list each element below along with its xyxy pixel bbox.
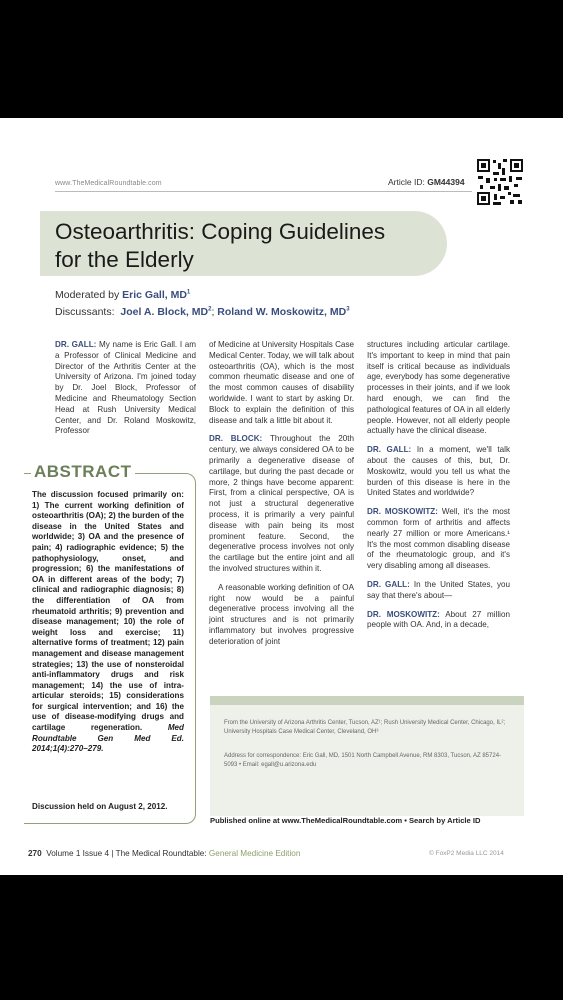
correspondence-text: Address for correspondence: Eric Gall, MD, 1501 North Campbell Avenue, RM 8303, Tucson, AZ 85724-5093 • Email: egall@u.arizona.edu <box>224 753 502 768</box>
paragraph: of Medicine at University Hospitals Case Medical Center. Today, we will talk about osteoarthritis (OA), which is the most common rheumatic disease and one of the most common causes of disability worldwide. I want to start by asking Dr. Block to explain the definition of this disease and talk a little bit about it. <box>209 340 355 425</box>
site-url[interactable]: www.TheMedicalRoundtable.com <box>55 180 162 187</box>
speaker-label: DR. MOSKOWITZ: <box>367 507 438 517</box>
speaker-label: DR. GALL: <box>367 445 412 455</box>
article-id-value: GM44394 <box>427 177 465 187</box>
paragraph: In a moment, we'll talk about the causes of this, but, Dr. Moskowitz, would you tell us what the burden of this disease is here in the United States and worldwide? <box>367 445 510 498</box>
paragraph: Throughout the 20th century, we always considered OA to be primarily a degenerative disease of cartilage, but during the past decade or more, 2 things have become apparent: First, from a clinical perspective, OA is not just a structural degenerative process, it is primarily a very painful disease with pain being its most prominent feature. Second, the degenerative process involves not only the cartilage but the entire joint and all the involved structures within it. <box>209 434 354 573</box>
column-3 <box>367 340 510 639</box>
moderator-sup: 1 <box>186 289 191 296</box>
discussant-1: Joel A. Block, $MD^2$ <box>120 306 212 318</box>
title-line-2: for the Elderly <box>55 247 194 272</box>
abstract-heading: ABSTRACT <box>31 462 135 482</box>
speaker-label: DR. GALL: <box>55 340 97 349</box>
abstract-citation: Med Roundtable Gen Med Ed. 2014;1(4):270–279. <box>32 723 184 754</box>
article-id <box>388 177 465 187</box>
d2-sup: 3 <box>346 306 350 313</box>
paragraph: My name is Eric Gall. I am a Professor of Clinical Medicine and Director of the Arthritis Center at the University of Arizona. I'm joined today by Dr. Joel Block, Professor of Medicine and Rheumatology Section Head at Rush University Medical Center, and Dr. Roland Moskowitz, Professor <box>55 340 196 436</box>
affiliations-text: From the University of Arizona Arthritis Center, Tucson, AZ¹; Rush University Medical Center, Chicago, IL²; University Hospitals Case Medical Center, Cleveland, OH³ <box>224 720 506 735</box>
speaker-label: DR. GALL: <box>367 579 410 589</box>
affiliations-bar <box>210 696 524 705</box>
moderated-label: Moderated by <box>55 289 120 301</box>
article-id-label: Article ID: <box>388 177 425 187</box>
abstract-text: The discussion focused primarily on: 1) The current working definition of osteoarthritis (OA); 2) the burden of the disease in the United States and worldwide; 3) OA and the presence of pain; 4) radiographic evidence; 5) the pathophysiology, onset, and progression; 6) the manifestations of OA in different areas of the body; 7) clinical and radiographic diagnosis; 8) the differentiation of OA from rheumatoid arthritis; 9) prevention and disease management; 10) the role of weight loss and exercise; 11) alternative forms of treatment; 12) pain management and disease management strategies; 13) the use of nonsteroidal anti-inflammatory drugs and risk management; 14) the use of intra-articular steroids; 15) considerations for surgical intervention; and 16) the use of disease-modifying drugs and cartilage regeneration. <box>32 490 184 733</box>
moderator-line <box>55 289 190 301</box>
published-online-note: Published online at www.TheMedicalRoundtable.com • Search by Article ID <box>210 816 481 825</box>
paragraph: About 27 million people with OA. And, in a decade, <box>367 609 510 630</box>
speaker-label: DR. MOSKOWITZ: <box>367 609 440 619</box>
discussant-2: Roland W. Moskowitz, $MD^3$ <box>217 306 350 318</box>
discussants-label: Discussants: <box>55 306 115 318</box>
speaker-label: DR. BLOCK: <box>209 434 263 444</box>
title-line-1: Osteoarthritis: Coping Guidelines <box>55 219 386 244</box>
header-divider <box>55 191 472 192</box>
discussion-date: Discussion held on August 2, 2012. <box>32 802 168 811</box>
column-1 <box>55 340 196 445</box>
page-footer <box>28 849 300 858</box>
edition-name: General Medicine Edition <box>208 849 301 858</box>
qr-code-icon[interactable] <box>476 158 524 206</box>
page-number: 270 <box>28 849 42 858</box>
paragraph: In the United States, you say that there's about— <box>367 579 511 600</box>
moderator-name: Eric Gall, $MD^1$ <box>122 289 191 301</box>
discussant-sep: ; <box>211 306 215 318</box>
paragraph: structures including articular cartilage. It's important to keep in mind that pain itself is critical because as individuals age, everybody has some degenerative processes in their joints, and if we look hard enough, we can find the pathological features of OA in all elderly people. However, not all elderly people actually have the clinical disease. <box>367 340 510 436</box>
paragraph: Well, it's the most common form of arthritis and affects nearly 27 million or more Americans.¹ It's the most common disabling disease of the rheumatologic group, and it's very disabling among all diseases. <box>367 507 510 571</box>
column-2 <box>209 340 354 656</box>
abstract-body <box>32 490 184 755</box>
discussants-line <box>55 306 350 318</box>
article-page <box>0 118 563 875</box>
paragraph: A reasonable working definition of OA right now would be a painful degenerative process involving all the joint structures and is not primarily inflammatory but involves progressive deterioration of joint <box>209 582 354 646</box>
issue-info: Volume 1 Issue 4 | The Medical Roundtable: <box>46 849 207 858</box>
d1-sup: 2 <box>208 306 212 313</box>
copyright: © FoxP2 Media LLC 2014 <box>429 850 504 857</box>
article-title <box>55 218 385 274</box>
